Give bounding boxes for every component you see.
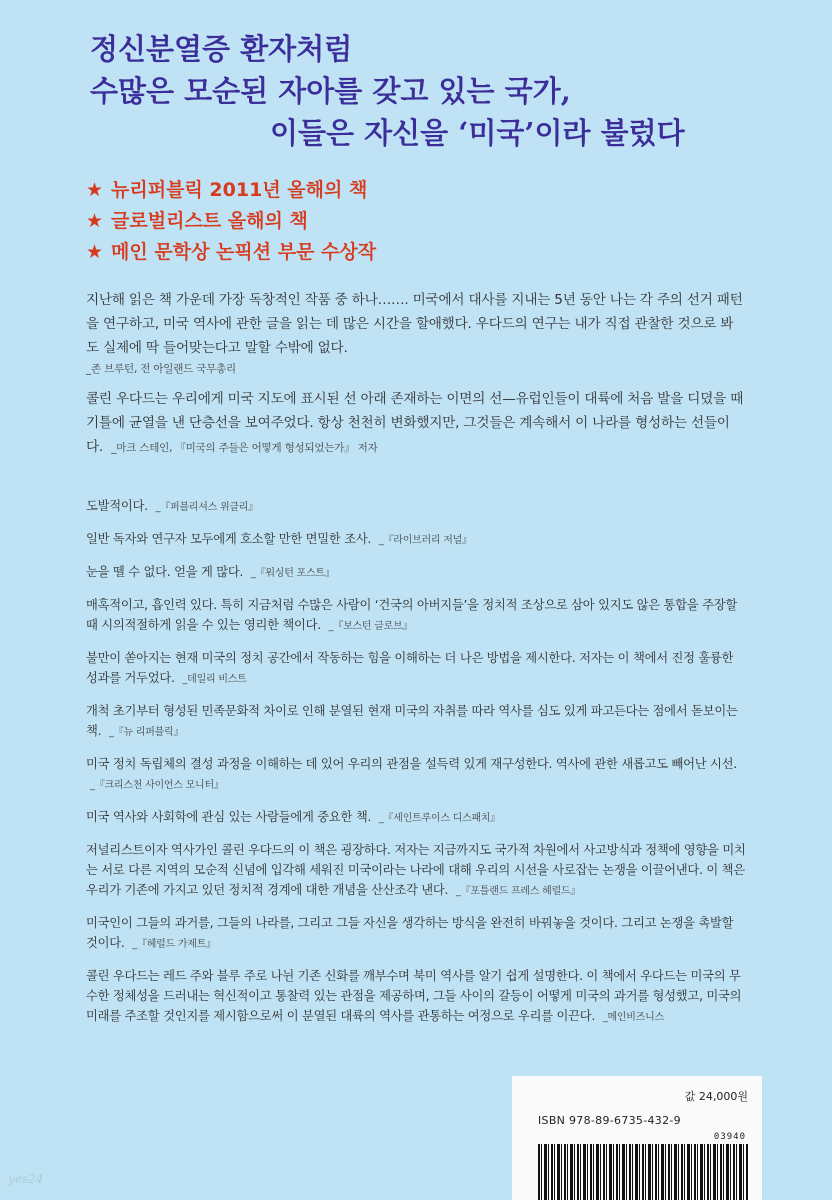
review-source: _『헤럴드 가제트』: [132, 939, 216, 950]
review-item: 콜린 우다드는 레드 주와 블루 주로 나뉜 기존 신화를 깨부수며 북미 역사를 알기 쉽게 설명한다. 이 책에서 우다드는 미국의 무수한 정체성을 드러내는 혁신적이고 통찰력 있는 관점을 제공하며, 그들 사이의 갈등이 어떻게 미국의 과거를 형성했고, 미국의 미래를 주조할 것인지를 제시함으로써 이 분열된 대륙의 역사를 관통하는 여정으로 우리를 이끈다. _메인비즈니스: [86, 969, 742, 1023]
price-label: 값 24,000원: [684, 1090, 748, 1103]
review-item: 매혹적이고, 흡인력 있다. 특히 지금처럼 수많은 사람이 ‘건국의 아버지들’을 정치적 조상으로 삼아 있지도 않은 통합을 주장할 때 시의적절하게 읽을 수 있는 영리한 책이다. _『보스턴 글로브』: [86, 598, 737, 632]
watermark-logo: yes24: [8, 1172, 44, 1186]
review-source: _『세인트루이스 디스패치』: [378, 813, 501, 824]
addon-code: 03940: [713, 1132, 746, 1142]
review-item: 미국인이 그들의 과거를, 그들의 나라를, 그리고 그들 자신을 생각하는 방식을 완전히 바꿔놓을 것이다. 그리고 논쟁을 촉발할 것이다. _『헤럴드 가제트』: [86, 916, 734, 950]
review-source: _『뉴 리퍼블릭』: [108, 727, 184, 738]
blurb-quote-1: [86, 288, 746, 378]
star-icon: ★: [86, 210, 104, 232]
awards-list: [86, 175, 376, 268]
headline-line-1: 정신분열증 환자처럼: [90, 32, 353, 66]
star-icon: ★: [86, 179, 104, 201]
barcode-icon: [538, 1144, 748, 1200]
star-icon: ★: [86, 241, 104, 263]
quote-text: 콜린 우다드는 우리에게 미국 지도에 표시된 선 아래 존재하는 이면의 선—유럽인들이 대륙에 처음 발을 디뎠을 때 기틀에 균열을 낸 단층선을 보여주었다. 항상 천천히 변화했지만, 그것들은 계속해서 이 나라를 형성하는 선들이다.: [86, 391, 744, 455]
isbn-label: ISBN 978-89-6735-432-9: [538, 1114, 681, 1127]
quote-source: _존 브루턴, 전 아일랜드 국무총리: [86, 363, 236, 375]
review-source: _『크리스천 사이언스 모니터』: [90, 780, 224, 791]
review-item: 개척 초기부터 형성된 민족문화적 차이로 인해 분열된 현재 미국의 자취를 따라 역사를 심도 있게 파고든다는 점에서 돋보이는 책. _『뉴 리퍼블릭』: [86, 704, 738, 738]
review-source: _데일리 비스트: [182, 674, 247, 685]
review-source: _『라이브러리 저널』: [378, 535, 472, 546]
blurb-quote-2: [86, 387, 746, 460]
review-source: _메인비즈니스: [602, 1012, 664, 1023]
headline-line-3: 이들은 자신을 ‘미국’이라 불렀다: [270, 116, 685, 150]
price-barcode-box: [512, 1076, 762, 1200]
review-source: _『포틀랜드 프레스 헤럴드』: [455, 886, 581, 897]
review-item: 미국 정치 독립체의 결성 과정을 이해하는 데 있어 우리의 관점을 설득력 있게 재구성한다. 역사에 관한 새롭고도 빼어난 시선. _『크리스천 사이언스 모니터』: [86, 757, 737, 791]
quote-text: 지난해 읽은 책 가운데 가장 독창적인 작품 중 하나……. 미국에서 대사를 지내는 5년 동안 나는 각 주의 선거 패턴을 연구하고, 미국 역사에 관한 글을 읽는 데 많은 시간을 할애했다. 우다드의 연구는 내가 직접 관찰한 것으로 봐도 실제에 딱 들어맞는다고 말할 수밖에 없다.: [86, 292, 743, 356]
award-item: ★ 메인 문학상 논픽션 부문 수상작: [86, 241, 377, 263]
review-source: _『보스턴 글로브』: [328, 621, 413, 632]
review-item: 불만이 쏟아지는 현재 미국의 정치 공간에서 작동하는 힘을 이해하는 더 나은 방법을 제시한다. 저자는 이 책에서 진정 훌륭한 성과를 거두었다. _데일리 비스트: [86, 651, 734, 685]
review-item: 미국 역사와 사회학에 관심 있는 사람들에게 중요한 책. _『세인트루이스 디스패치』: [86, 810, 501, 824]
review-item: 눈을 뗄 수 없다. 얻을 게 많다. _『워싱턴 포스트』: [86, 565, 335, 579]
reviews-list: [86, 496, 746, 1039]
review-source: _『워싱턴 포스트』: [250, 568, 335, 579]
headline-line-2: 수많은 모순된 자아를 갖고 있는 국가,: [90, 74, 571, 108]
quote-source: _마크 스테인, 『미국의 주들은 어떻게 형성되었는가』 저자: [111, 442, 378, 454]
headline: [90, 28, 790, 154]
review-item: 일반 독자와 연구자 모두에게 호소할 만한 면밀한 조사. _『라이브러리 저널』: [86, 532, 472, 546]
review-source: _『퍼블리셔스 위클리』: [155, 502, 258, 513]
review-item: 저널리스트이자 역사가인 콜린 우다드의 이 책은 굉장하다. 저자는 지금까지도 국가적 차원에서 사고방식과 정책에 영향을 미치는 서로 다른 지역의 모순적 신념에 입각해 세워진 미국이라는 나라에 대해 우리의 시선을 사로잡는 논쟁을 이끌어낸다. 이 책은 우리가 기존에 가지고 있던 정치적 경계에 대한 개념을 산산조각 낸다. _『포틀랜드 프레스 헤럴드』: [86, 843, 746, 897]
award-item: ★ 글로벌리스트 올해의 책: [86, 210, 308, 232]
review-item: 도발적이다. _『퍼블리셔스 위클리』: [86, 499, 258, 513]
award-item: ★ 뉴리퍼블릭 2011년 올해의 책: [86, 179, 368, 201]
